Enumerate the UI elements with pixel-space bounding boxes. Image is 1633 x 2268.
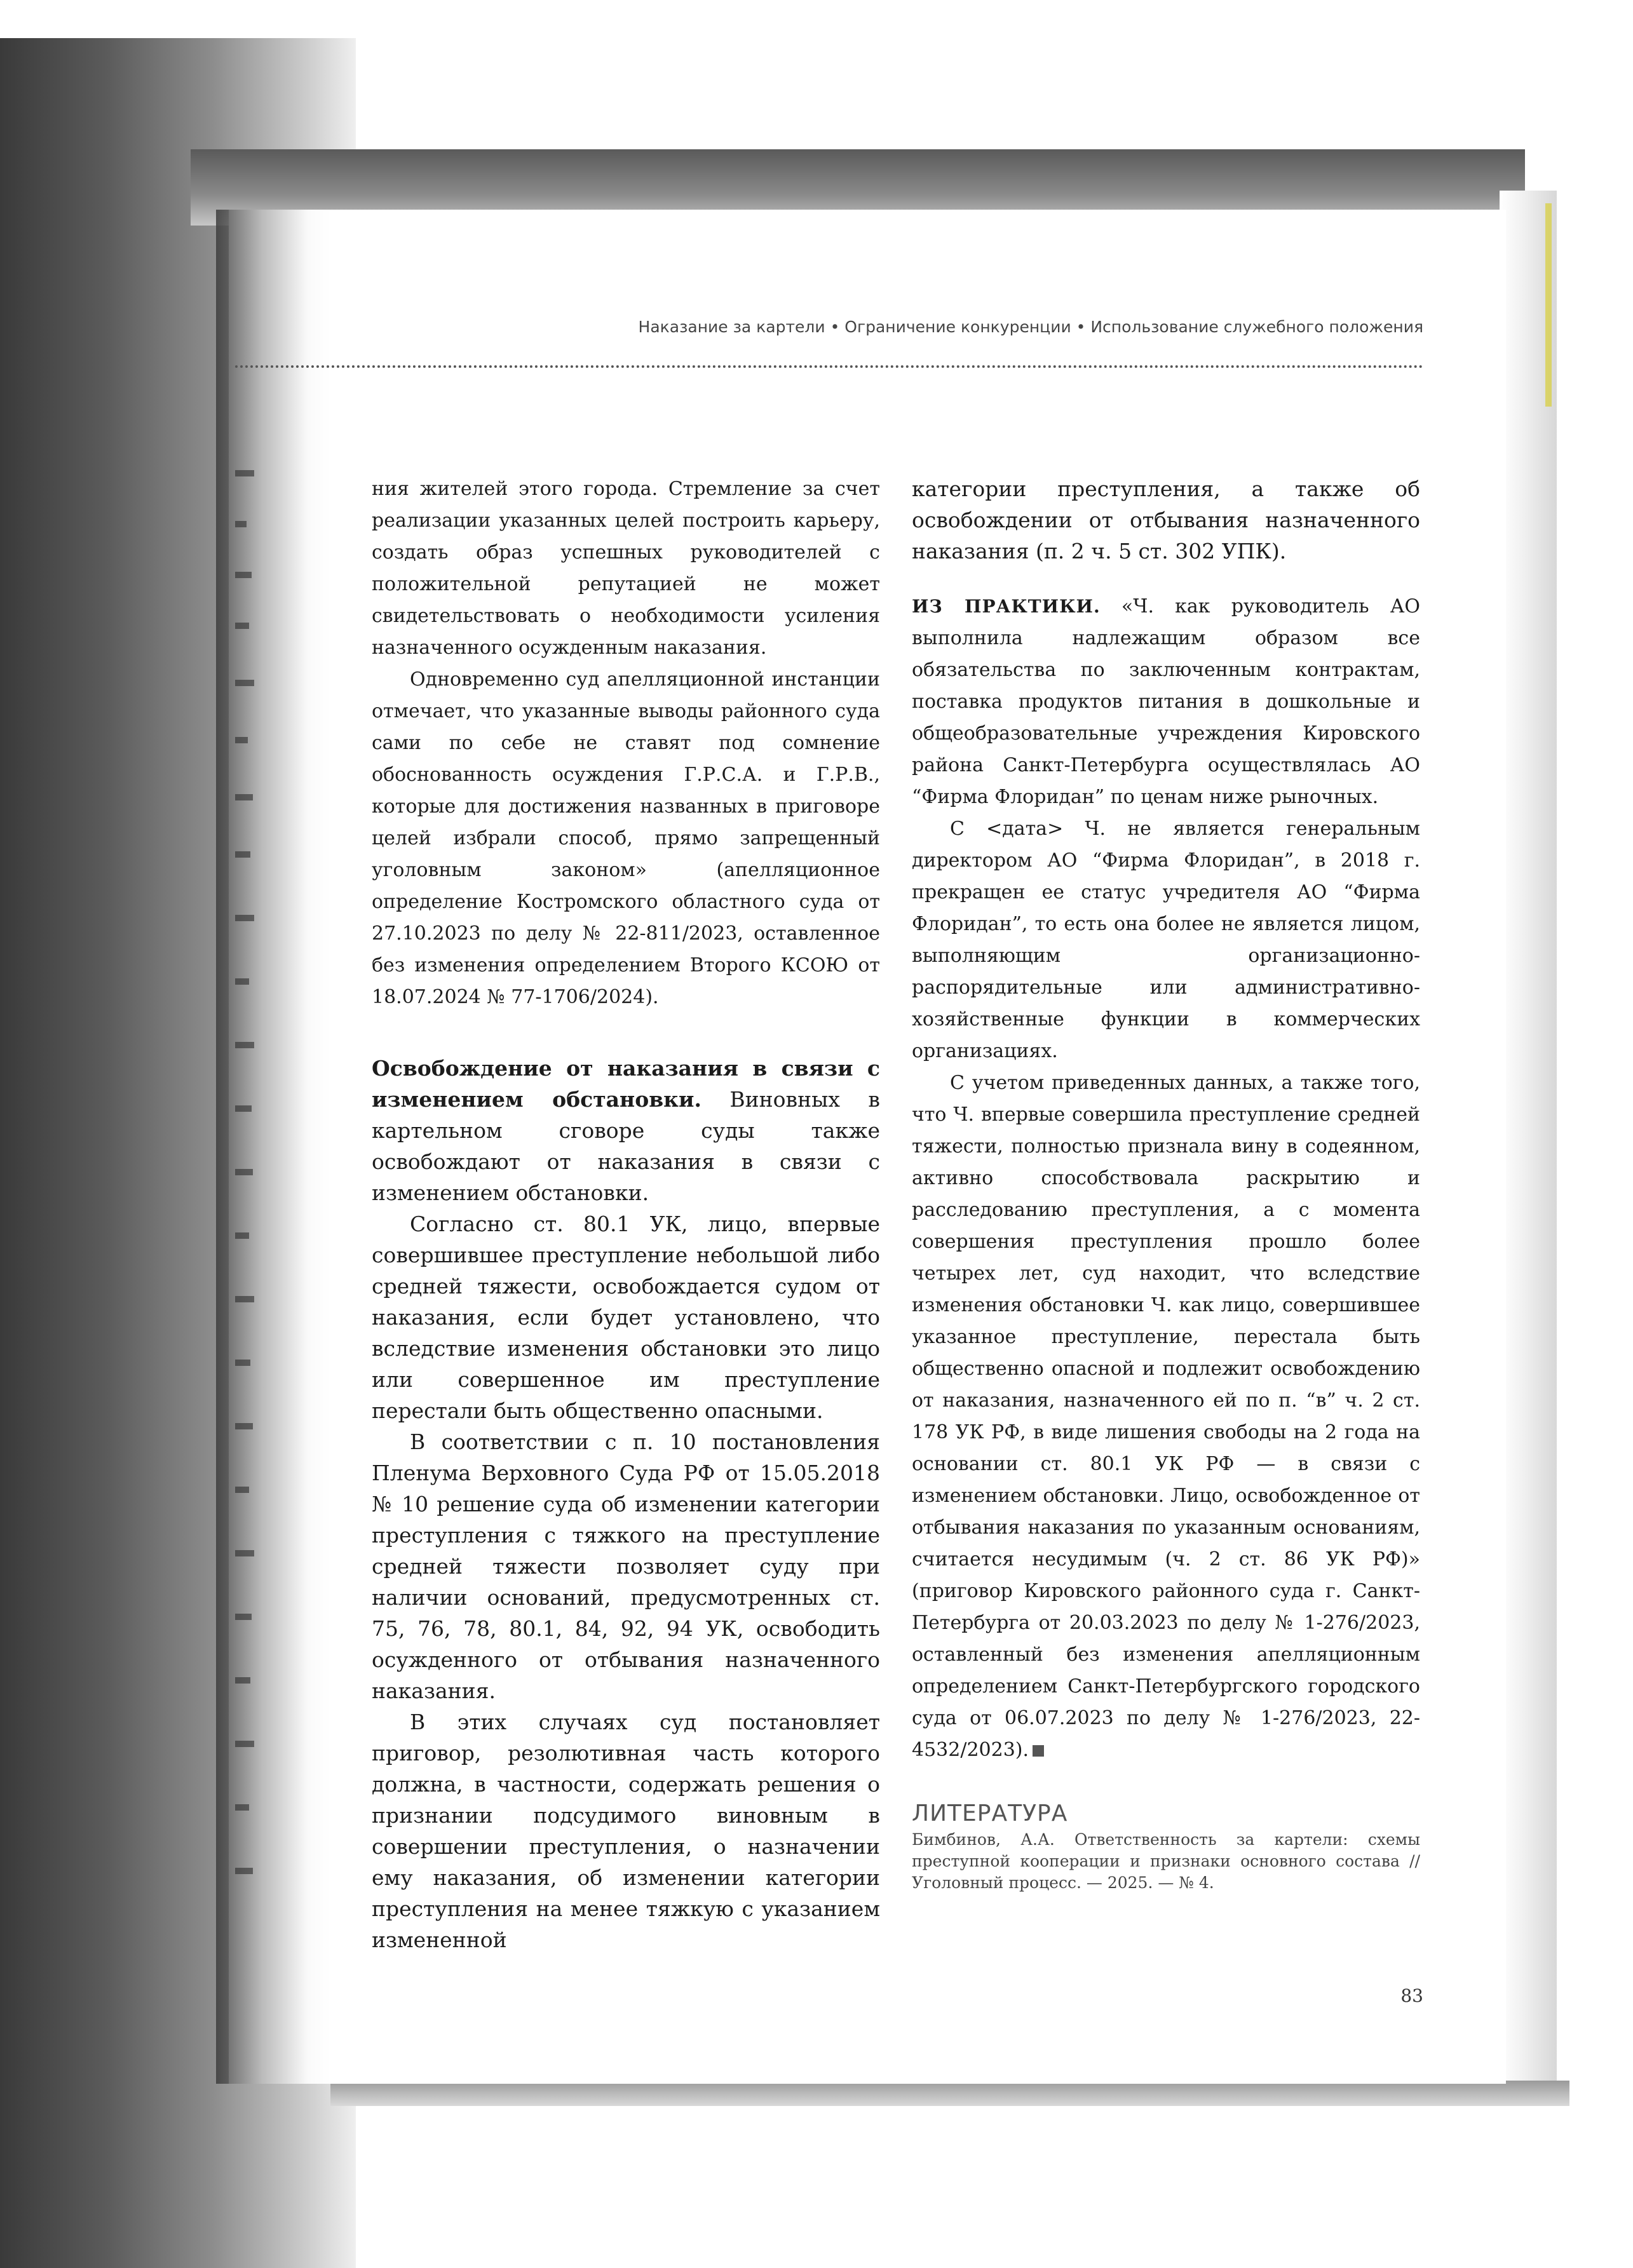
paragraph-text: С учетом приведенных данных, а также того, что Ч. впервые совершила преступление средней тяжести, полностью признала вину в содеянном, активно способствовала раскрытию и расследованию преступления, а с момента совершения преступления прошло более четырех лет, суд находит, что вследствие изменения обстановки Ч. как лицо, совершившее указанное преступление, перестала быть общественно опасной и подлежит освобождению от наказания, назначенного ей по п. “в” ч. 2 ст. 178 УК РФ, в виде лишения свободы на 2 года на основании ст. 80.1 УК РФ — в связи с изменением обстановки. Лицо, освобожденное от отбывания наказания по указанным основаниям, считается несудимым (ч. 2 ст. 86 УК РФ)» (приговор Кировского районного суда г. Санкт-Петербурга от 20.03.2023 по делу № 1-276/2023, оставленный без изменения апелляционным определением Санкт-Петербургского городского суда от 06.07.2023 по делу № 1-276/2023, 22-4532/2023). [912,1072,1420,1761]
paragraph: В соответствии с п. 10 постановления Пленума Верховного Суда РФ от 15.05.2018 № 10 решение суда об изменении категории преступления с тяжкого на преступление средней тяжести позволяет суду при наличии оснований, предусмотренных ст. 75, 76, 78, 80.1, 84, 92, 94 УК, освободить осужденного от отбывания назначенного наказания. [372,1429,880,1703]
paragraph: категории преступления, а также об освобождении от отбывания назначенного наказания (п. 2 ч. 5 ст. 302 УПК). [912,476,1420,564]
page-number: 83 [1400,1985,1423,2006]
section-heading: Освобождение от наказания в связи с изменением обстановки. [372,1056,880,1112]
running-header: Наказание за картели • Ограничение конкуренции • Использование служебного положения [638,318,1423,336]
paragraph: Одновременно суд апелляционной инстанции отмечает, что указанные выводы районного суда сами по себе не ставят под сомнение обоснованность осуждения Г.Р.С.А. и Г.Р.В., которые для достижения названных в приговоре целей избрали способ, прямо запрещенный уголовным законом» (апелляционное определение Костромского областного суда от 27.10.2023 по делу № 22-811/2023, оставленное без изменения определением Второго КСОЮ от 18.07.2024 № 77-1706/2024). [372,668,880,1008]
left-column [372,473,880,1955]
header-rule [235,365,1423,368]
paragraph [912,1067,1420,1766]
right-column [912,473,1420,1894]
paragraph: В этих случаях суд постановляет приговор, резолютивная часть которого должна, в частности, содержать решения о признании подсудимого виновным в совершении преступления, о назначении ему наказания, об изменении категории преступления на менее тяжкую с указанием измененной [372,1710,880,1952]
gutter-fade [216,210,330,2084]
page-bottom-shadow [330,2081,1569,2106]
section-paragraph [372,1053,880,1208]
section-intro: Виновных в картельном сговоре суды также освобождают от наказания в связи с изменением обстановки. [372,1087,880,1205]
page-edge-highlight [1545,203,1552,407]
practice-paragraph [912,591,1420,813]
page-edge-right [1500,191,1557,2096]
practice-text: «Ч. как руководитель АО выполнила надлежащим образом все обязательства по заключенным контрактам, поставка продуктов питания в дошкольные и общеобразовательные учреждения Кировского района Санкт-Петербурга осуществлялась АО “Фирма Флоридан” по ценам ниже рыночных. [912,595,1421,808]
paragraph: ния жителей этого города. Стремление за счет реализации указанных целей построить карьеру, создать образ успешных руководителей с положительной репутацией не может свидетельствовать о необходимости усиления назначенного осужденным наказания. [372,478,880,659]
practice-label: ИЗ ПРАКТИКИ. [912,596,1101,617]
gutter-marks [235,470,261,1900]
paragraph: Согласно ст. 80.1 УК, лицо, впервые совершившее преступление небольшой либо средней тяжести, освобождается судом от наказания, если будет установлено, что вследствие изменения обстановки это лицо или совершенное им преступление перестали быть общественно опасными. [372,1212,880,1423]
literature-entry: Бимбинов, А.А. Ответственность за картели: схемы преступной кооперации и признаки основного состава // Уголовный процесс. — 2025. — № 4. [912,1830,1420,1892]
literature-title: ЛИТЕРАТУРА [912,1800,1068,1826]
end-of-article-icon [1033,1745,1044,1757]
paragraph: С <дата> Ч. не является генеральным директором АО “Фирма Флоридан”, в 2018 г. прекращен ее статус учредителя АО “Фирма Флоридан”, то есть она более не является лицом, выполняющим организационно-распорядительные или административно-хозяйственные функции в коммерческих организациях. [912,818,1420,1062]
